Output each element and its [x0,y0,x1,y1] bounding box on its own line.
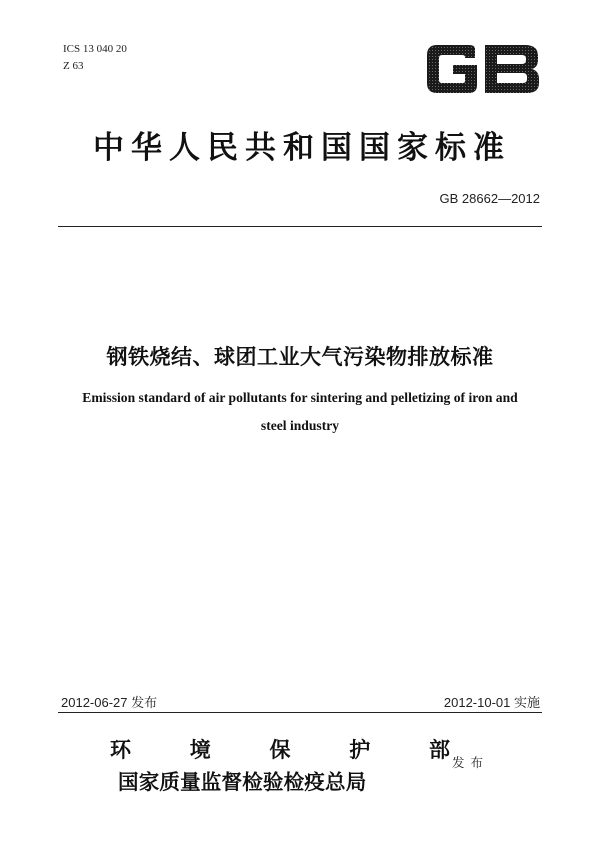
english-title-line-2: steel industry [260,418,340,433]
publish-label: 发布 [452,755,490,770]
issue-date: 2012-06-27 发布 [61,695,158,710]
english-title [40,384,560,440]
issuer-char: 保 [269,737,291,762]
issuer-ministry [110,734,450,764]
issuer-char: 部 [429,737,450,762]
gb-logo [425,43,541,95]
implementation-date: 2012-10-01 实施 [443,695,540,710]
issuer-aqsiq: 国家质量监督检验检疫总局 [118,770,367,794]
issuer-char: 护 [349,737,371,762]
standard-type-heading: 中华人民共和国国家标准 [93,130,511,166]
chinese-title: 钢铁烧结、球团工业大气污染物排放标准 [106,345,494,369]
footer-divider [58,712,542,713]
header-divider [58,226,542,227]
standard-number: GB 28662—2012 [439,191,540,206]
classification-codes [63,41,127,75]
ccs-code: Z 63 [63,60,84,72]
issuer-char: 境 [189,737,211,762]
issuer-char: 环 [110,737,131,762]
ics-code: ICS 13 040 20 [63,43,127,55]
english-title-line-1: Emission standard of air pollutants for sintering and pelletizing of iron and [82,390,518,405]
